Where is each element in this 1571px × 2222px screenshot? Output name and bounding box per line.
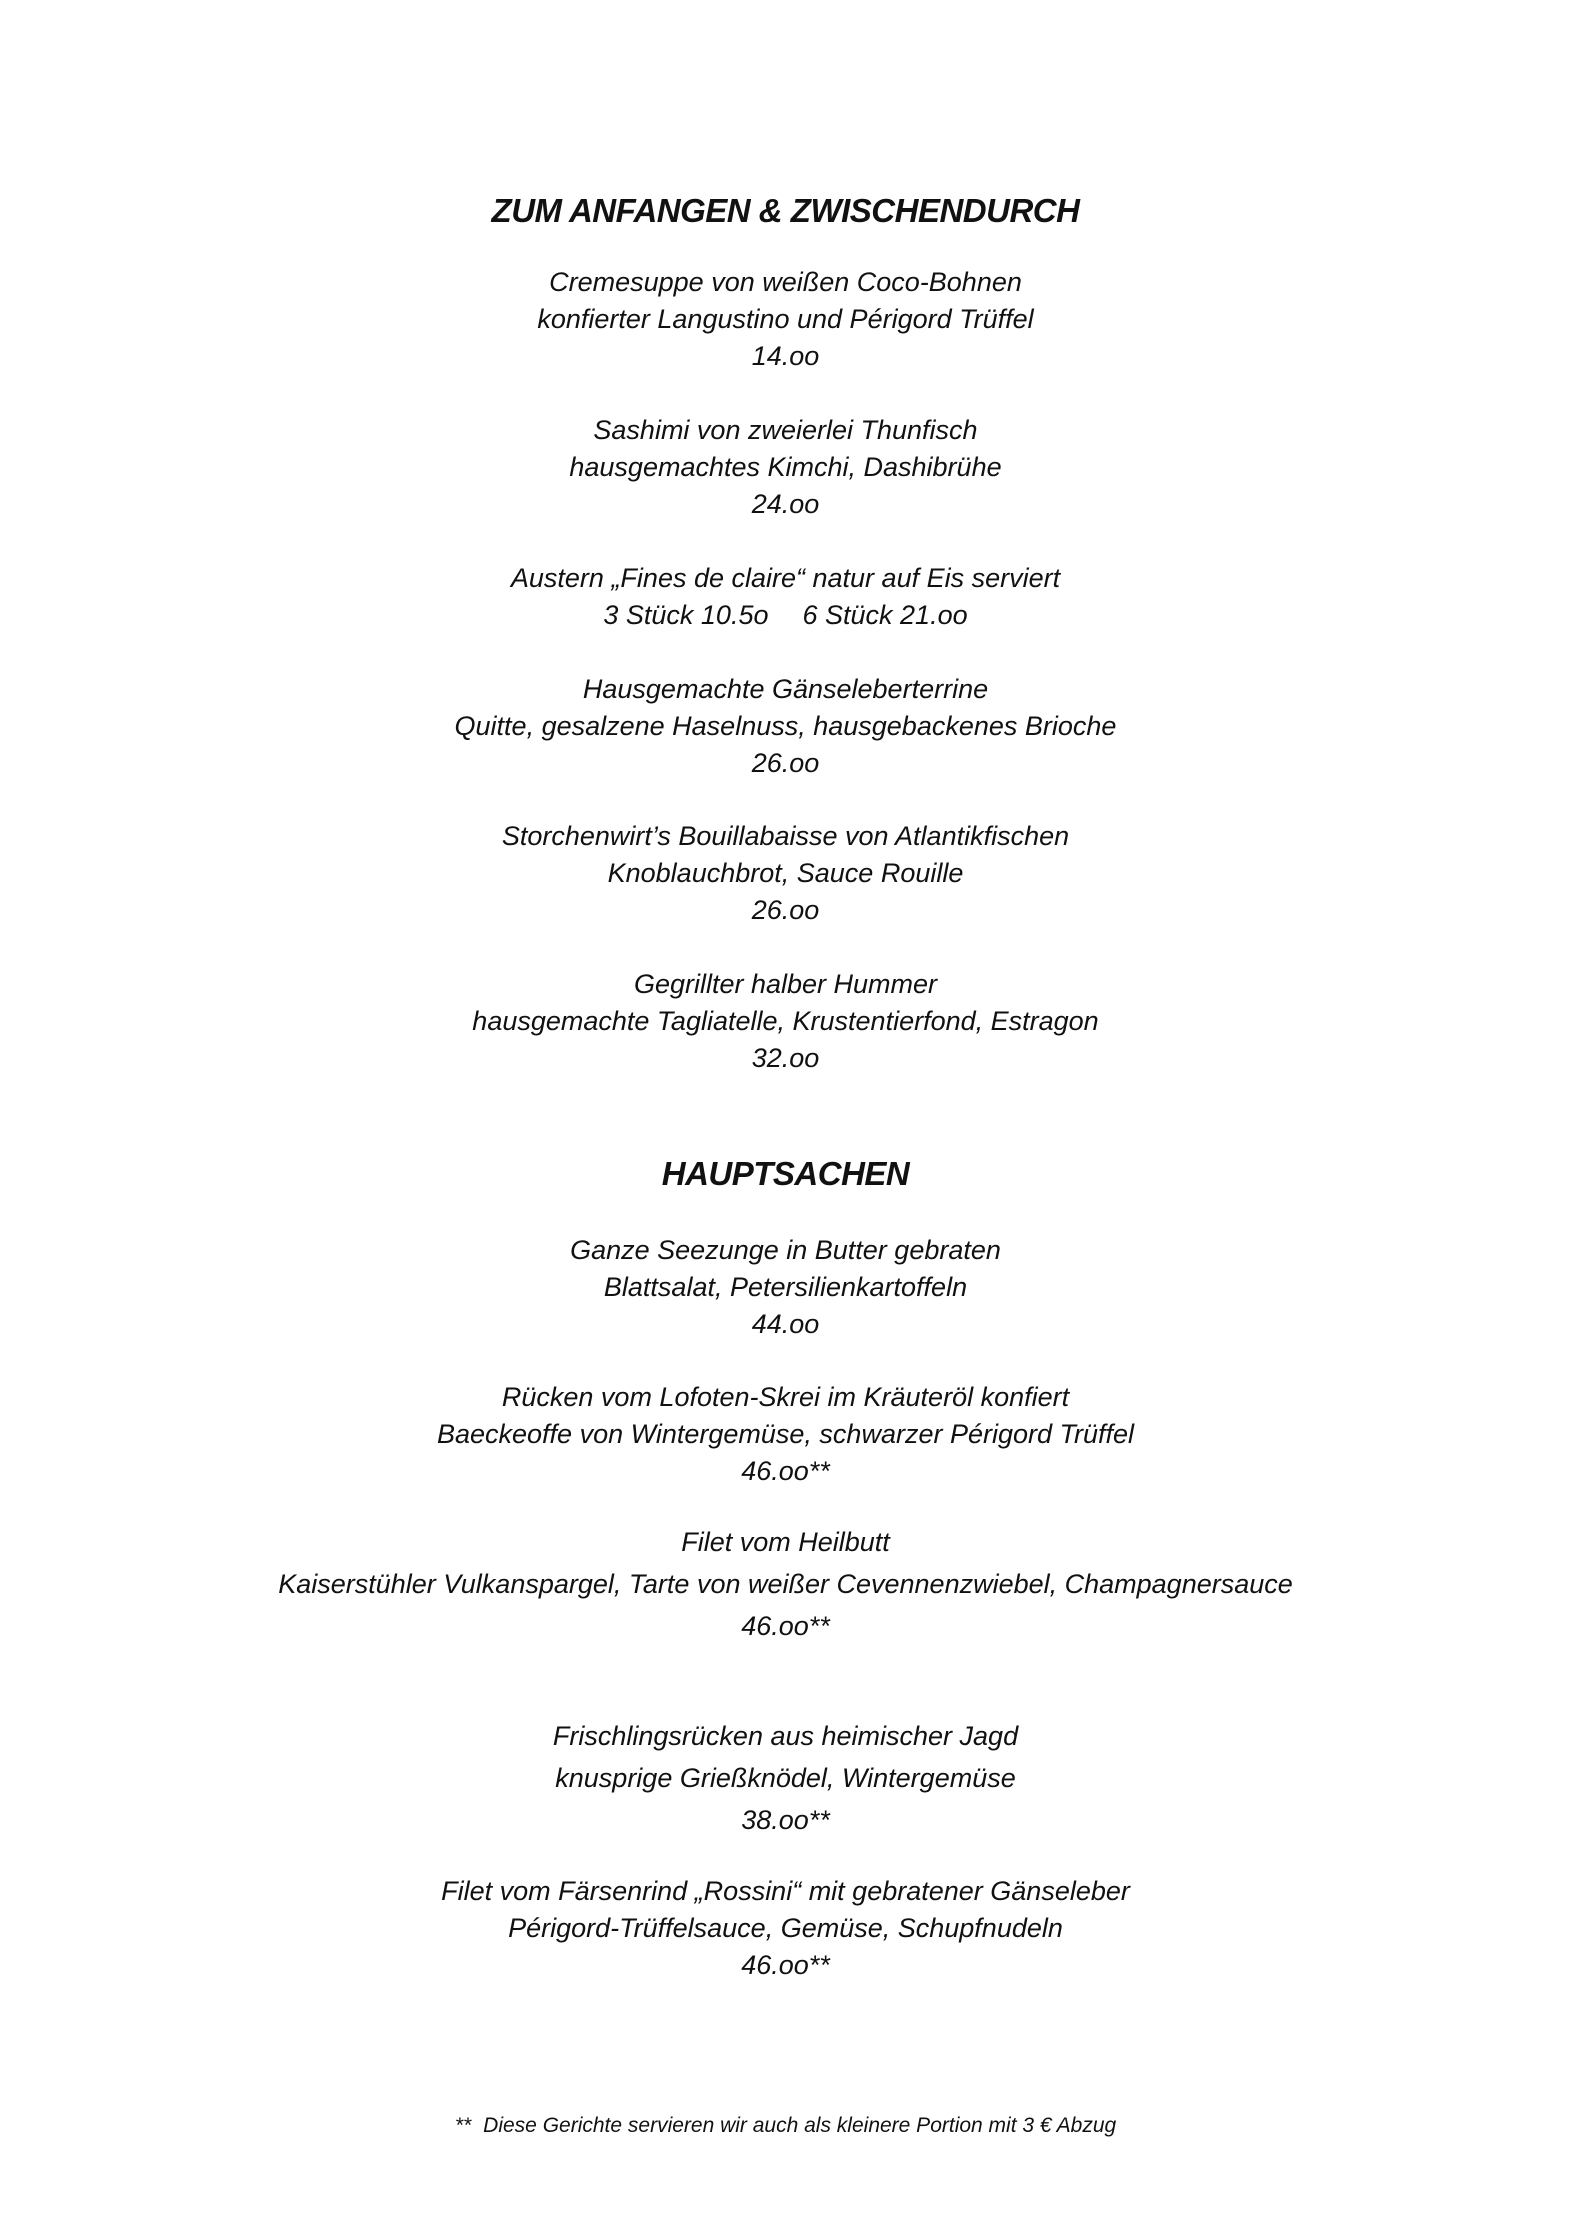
dish-name: Frischlingsrücken aus heimischer Jagd — [552, 1721, 1019, 1751]
section-title-mains: HAUPTSACHEN — [661, 1155, 910, 1192]
dish-description: Knoblauchbrot, Sauce Rouille — [607, 858, 964, 888]
dish-name: Ganze Seezunge in Butter gebraten — [570, 1235, 1001, 1265]
dish-item — [0, 264, 1571, 375]
dish-item — [0, 412, 1571, 523]
dish-name: Rücken vom Lofoten-Skrei im Kräuteröl konfiert — [501, 1382, 1070, 1412]
dish-item — [0, 966, 1571, 1077]
dish-price: 26.oo — [751, 895, 820, 925]
dish-item — [0, 1873, 1571, 1984]
dish-item — [0, 1521, 1571, 1647]
dish-price: 26.oo — [751, 748, 820, 778]
dish-name: Cremesuppe von weißen Coco-Bohnen — [549, 267, 1022, 297]
dish-name: Storchenwirt’s Bouillabaisse von Atlantikfischen — [501, 821, 1070, 851]
dish-price-small: 3 Stück 10.5o — [603, 600, 769, 630]
dish-item — [0, 1379, 1571, 1490]
dish-price: 24.oo — [751, 489, 820, 519]
dish-price-options — [0, 597, 1571, 634]
dish-price: 44.oo — [751, 1309, 820, 1339]
dish-name: Austern „Fines de claire“ natur auf Eis serviert — [510, 563, 1061, 593]
dish-name: Filet vom Färsenrind „Rossini“ mit gebratener Gänseleber — [441, 1876, 1130, 1906]
dish-price: 46.oo** — [741, 1950, 830, 1980]
dish-name: Hausgemachte Gänseleberterrine — [582, 674, 989, 704]
dish-item — [0, 671, 1571, 782]
dish-description: knusprige Grießknödel, Wintergemüse — [555, 1763, 1016, 1793]
dish-description: Périgord-Trüffelsauce, Gemüse, Schupfnudeln — [508, 1913, 1063, 1943]
section-title-starters: ZUM ANFANGEN & ZWISCHENDURCH — [491, 192, 1080, 229]
dish-item — [0, 560, 1571, 634]
dish-name: Sashimi von zweierlei Thunfisch — [593, 415, 978, 445]
footnote — [0, 2112, 1571, 2140]
dish-price: 46.oo** — [741, 1611, 830, 1641]
dish-description: Baeckeoffe von Wintergemüse, schwarzer Périgord Trüffel — [436, 1419, 1135, 1449]
dish-price: 14.oo — [751, 341, 820, 371]
dish-price: 38.oo** — [741, 1805, 830, 1835]
dish-description: hausgemachtes Kimchi, Dashibrühe — [569, 452, 1002, 482]
footnote-marker: ** — [454, 2114, 472, 2137]
dish-item — [0, 1232, 1571, 1343]
dish-name: Filet vom Heilbutt — [681, 1527, 890, 1557]
dish-description: hausgemachte Tagliatelle, Krustentierfond, Estragon — [472, 1006, 1099, 1036]
dish-description: Blattsalat, Petersilienkartoffeln — [603, 1272, 968, 1302]
dish-name: Gegrillter halber Hummer — [633, 969, 938, 999]
dish-description: Kaiserstühler Vulkanspargel, Tarte von weißer Cevennenzwiebel, Champagnersauce — [278, 1569, 1293, 1599]
dish-price-large: 6 Stück 21.oo — [802, 600, 968, 630]
dish-description: konfierter Langustino und Périgord Trüffel — [537, 304, 1034, 334]
dish-item — [0, 818, 1571, 929]
dish-item — [0, 1715, 1571, 1841]
dish-price: 46.oo** — [741, 1456, 830, 1486]
footnote-text: Diese Gerichte servieren wir auch als kleinere Portion mit 3 € Abzug — [483, 2114, 1117, 2137]
dish-price: 32.oo — [751, 1043, 820, 1073]
dish-description: Quitte, gesalzene Haselnuss, hausgebackenes Brioche — [454, 711, 1117, 741]
